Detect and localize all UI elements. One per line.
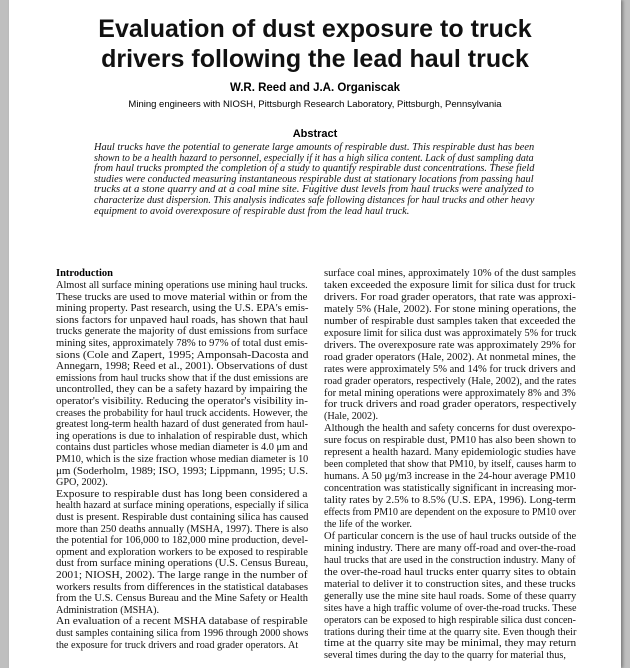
col1-line: ing operations is due to inhalation of respirable dust, which (56, 430, 308, 442)
col1-line: the exposure for truck drivers and road grader operators. At (56, 639, 299, 651)
col2-line: generally use the mine site haul roads. Some of these quarry (324, 590, 577, 602)
paper-title-line-2: drivers following the lead haul truck (101, 45, 529, 73)
affiliation: Mining engineers with NIOSH, Pittsburgh Research Laboratory, Pittsburgh, Pennsylvania (128, 99, 502, 110)
abstract-line: from haul trucks prompted the completion of a study to quantify respirable dust concentrations. These field (94, 163, 535, 175)
col1-line: These trucks are used to move material within or from the (56, 291, 308, 303)
col1-line: creases the probability for haul truck accidents. However, the (56, 407, 308, 419)
col2-line: concentration was statistically significant in increasing mor- (324, 483, 577, 495)
col1-line: uncontrolled, they can be a safety hazard by impairing the (56, 384, 308, 396)
col1-line: Administration (MSHA). (56, 604, 160, 616)
col2-line: sure focus on respirable dust, PM10 has also been shown to (324, 435, 577, 447)
col2-line: material to deliver it to construction sites, and these trucks (324, 578, 576, 590)
abstract-line: characterize dust dispersion. This analysis indicates safe following distances for haul trucks and other heavy (94, 195, 535, 206)
col1-line: workers results from differences in the statistical databases (56, 581, 308, 593)
col1-line: Almost all surface mining operations use mining haul trucks. (56, 280, 308, 291)
col2-line: taken exceeded the exposure limit for silica dust for truck (324, 279, 576, 291)
col2-line: road grader operators (Hale, 2002). At nonmetal mines, the (324, 351, 576, 363)
col1-line: Annegarn, 1998; Reed et al., 2001). Observations of dust (56, 361, 308, 373)
col2-line: mining industry. There are many off-road and over-the-road (324, 542, 576, 554)
col2-line: road grader operators, respectively (Hale, 2002), and the rates (324, 375, 577, 387)
abstract-line: Haul trucks have the potential to generate large amounts of respirable dust. This respirable dust has been (94, 142, 535, 153)
abstract-line: shown to be a health hazard to personnel, especially if it has a high silica content. Lack of dust sampling data (94, 152, 534, 164)
col1-line: mining sites, approximately 78% to 97% of total dust emis- (56, 338, 308, 349)
col1-line: GPO, 2002). (56, 477, 108, 489)
col1-line: more than 250 deaths annually (MSHA, 1997). There is also (56, 523, 309, 535)
col2-line: rates were approximately 5% and 14% for truck drivers and (324, 363, 576, 375)
col2-line: Although the health and safety concerns for dust overexpo- (324, 423, 576, 435)
col1-line: dust from surface mining operations (U.S. Census Bureau, (56, 558, 309, 570)
col2-line: several times during the day to the quarry for material thus, (324, 650, 566, 662)
col2-line: for metal mining operations were approximately 8% and 3% (324, 387, 576, 399)
col2-line: drivers. The overexposure rate was approximately 29% for (324, 339, 576, 351)
abstract-line: studies were conducted measuring instantaneous respirable dust at stationary locations from passing haul (94, 173, 534, 185)
col1-line: An evaluation of a recent MSHA database of respirable (56, 616, 308, 628)
col2-line: surface coal mines, approximately 10% of the dust samples (324, 268, 576, 279)
col2-line: Of particular concern is the use of haul trucks outside of the (324, 530, 577, 542)
col2-line: operators can be exposed to high respirable silica dust concen- (324, 614, 576, 626)
col1-line: trucks generate the majority of dust emissions from surface (56, 326, 308, 338)
col1-line: dust samples containing silica from 1996 through 2000 shows (56, 628, 309, 639)
col1-line: Exposure to respirable dust has long been considered a (56, 488, 308, 500)
col2-line: effects from PM10 are dependent on the exposure to PM10 over (324, 507, 576, 518)
col2-line: the life of the worker. (324, 518, 412, 530)
col1-line: 2001; NIOSH, 2002). The large range in the number of (56, 570, 308, 581)
col2-line: been completed that show that PM10, by itself, causes harm to (324, 459, 577, 471)
abstract-line: equipment to avoid overexposure of respirable dust from the lead haul truck. (94, 205, 410, 217)
col2-line: mately 5% (Hale, 2002). For stone mining operations, the (324, 303, 577, 315)
col1-line: emissions from haul trucks show that if the dust emissions are (56, 372, 308, 384)
paper-page (9, 0, 621, 668)
col2-line: trations during their time at the quarry site. Even though their (324, 626, 577, 638)
col1-line: sions (Cole and Zapert, 1995; Amponsah-Dacosta and (56, 349, 309, 361)
introduction-heading: Introduction (56, 268, 113, 279)
abstract-line: trucks at a stone quarry and at a coal mine site. Fugitive dust levels from haul trucks were analyzed to (94, 184, 534, 196)
col2-line: exposure limit for silica dust was approximately 5% for truck (324, 327, 577, 339)
col1-line: the potential for 106,000 to 182,000 mine production, devel- (56, 535, 308, 547)
col2-line: for truck drivers and road grader operators, respectively (324, 399, 577, 411)
col1-line: μm (Soderholm, 1989; ISO, 1993; Lippmann, 1995; U.S. (56, 465, 308, 477)
col2-line: number of respirable dust samples taken that exceeded the (324, 315, 576, 327)
abstract-heading: Abstract (292, 128, 338, 140)
col2-line: sites have a high traffic volume of over-the-road trucks. These (324, 602, 577, 614)
col2-line: haul trucks that are used in the construction industry. Many of (324, 554, 576, 566)
col1-line: sions factors for unpaved haul roads, has shown that haul (56, 314, 309, 326)
col2-line: tality rates by 2.5% to 8.5% (U.S. EPA, 1996). Long-term (324, 495, 576, 507)
col1-line: PM10, which is the size fraction whose median diameter is 10 (56, 454, 309, 465)
col2-line: humans. A 50 μg/m3 increase in the 24-hour average PM10 (324, 471, 576, 483)
paper-title-line-1: Evaluation of dust exposure to truck (98, 15, 532, 43)
col2-line: (Hale, 2002). (324, 411, 379, 423)
col1-line: mining property. Past research, using the U.S. EPA's emis- (56, 303, 309, 315)
col1-line: contains dust particles whose median diameter is 4.0 μm and (56, 442, 308, 454)
col1-line: dust is present. Respirable dust containing silica has caused (56, 512, 309, 523)
col1-line: opment and exploration workers to be exposed to respirable (56, 546, 308, 558)
col2-line: drivers. For road grader operators, that rate was approxi- (324, 291, 576, 303)
col2-line: time at the quarry site may be minimal, they may return (324, 638, 577, 650)
col1-line: greatest long-term health hazard of dust generated from haul- (56, 419, 309, 431)
col2-line: represent a health hazard. Many epidemiologic studies have (324, 447, 576, 459)
authors: W.R. Reed and J.A. Organiscak (230, 82, 400, 94)
col1-line: from the U.S. Census Bureau and the Mine Safety or Health (56, 593, 309, 605)
col1-line: operator's visibility. Reducing the operator's visibility in- (56, 396, 308, 407)
col2-line: the over-the-road haul trucks enter quarry sites to obtain (324, 566, 576, 578)
col1-line: health hazard at surface mining operations, especially if silica (56, 500, 309, 512)
